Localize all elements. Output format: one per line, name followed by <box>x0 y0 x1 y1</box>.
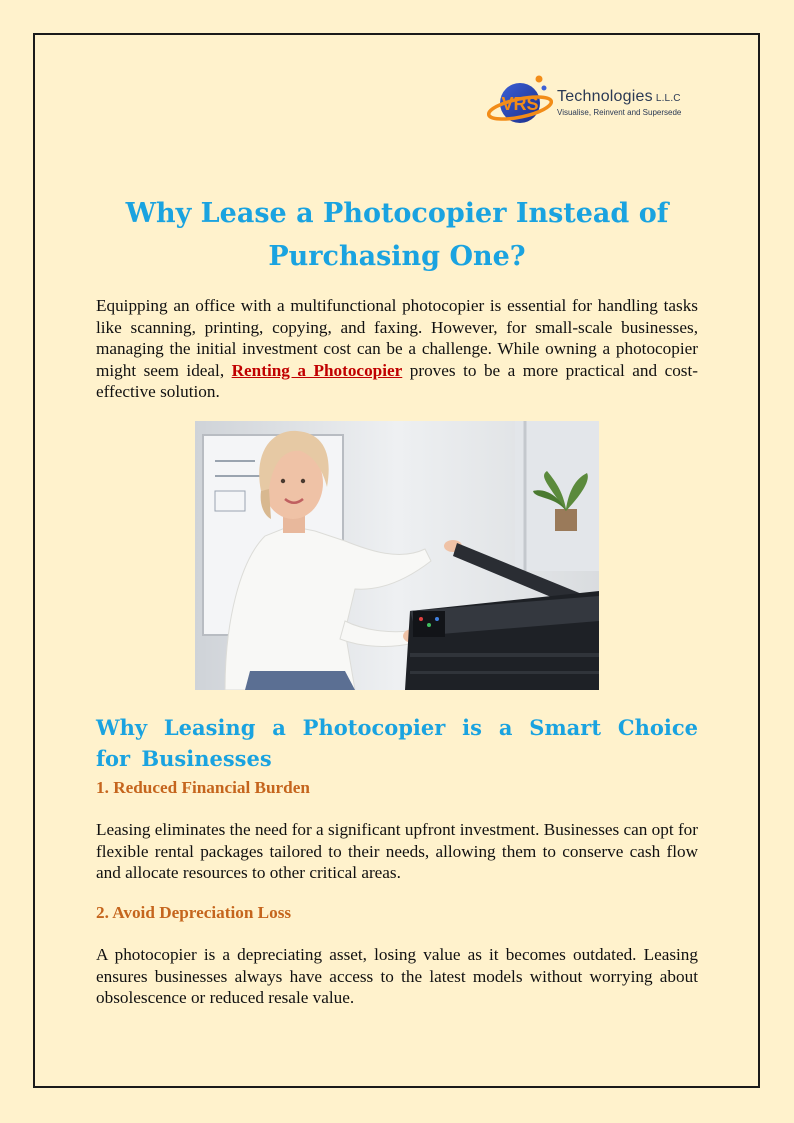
intro-paragraph: Equipping an office with a multifunctional photocopier is essential for handling tasks like scanning, printing, copying, and faxing. However, for small-scale businesses, managing the initial investment cost can be a challenge. While owning a photocopier might seem ideal, Renting a Photocopier proves to be a more practical and cost-effective solution. <box>96 296 698 401</box>
company-logo[interactable] <box>487 72 702 132</box>
page-title: Why Lease a Photocopier Instead of Purchasing One? <box>125 198 669 272</box>
logo-tagline: Visualise, Reinvent and Supersede <box>557 108 682 117</box>
paragraph-avoid-depreciation-loss: A photocopier is a depreciating asset, losing value as it becomes outdated. Leasing ensures businesses always have access to the latest models without worrying about obsolescence or reduced resale value. <box>96 945 698 1007</box>
logo-brand: Technologies L.L.C <box>557 88 681 105</box>
subheading-reduced-financial-burden: 1. Reduced Financial Burden <box>96 778 310 797</box>
woman-using-photocopier-photo <box>195 421 599 690</box>
section-heading: Why Leasing a Photocopier is a Smart Choice for Businesses <box>96 715 698 771</box>
paragraph-reduced-financial-burden: Leasing eliminates the need for a significant upfront investment. Businesses can opt for flexible rental packages tailored to their needs, allowing them to conserve cash flow and allocate resources to other critical areas. <box>96 820 698 882</box>
svg-text:VRS: VRS <box>501 94 539 114</box>
subheading-avoid-depreciation-loss: 2. Avoid Depreciation Loss <box>96 903 292 922</box>
renting-photocopier-link[interactable]: Renting a Photocopier <box>231 360 403 380</box>
vrs-globe-icon <box>487 72 553 132</box>
